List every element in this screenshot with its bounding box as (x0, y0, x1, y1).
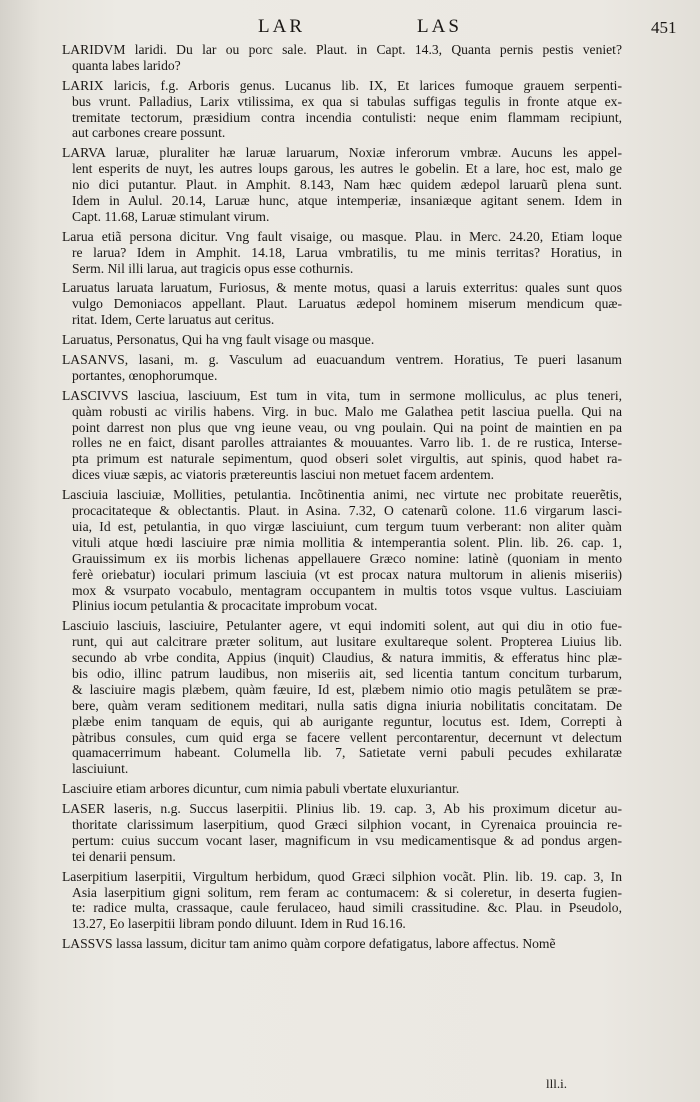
entry-line: uia, Id est, petulantia, in quo virgæ lasciuiunt, cum tergum tuum verberant: non aliter quàm (72, 518, 622, 534)
running-header (0, 16, 700, 40)
dictionary-entry (62, 280, 622, 328)
entry-line: LASANVS, lasani, m. g. Vasculum ad euacuandum ventrem. Horatius, Te pueri lasanum (62, 352, 622, 368)
entry-line: Laruatus laruata laruatum, Furiosus, & mente motus, quasi a laruis exterritus: quales sunt quos (62, 280, 622, 296)
dictionary-entry (62, 869, 622, 933)
entry-line: Asia laserpitium gigni solitum, rem feram ac contumacem: & si coleretur, in deserta fugien- (72, 884, 622, 900)
catchword: lll.i. (546, 1076, 567, 1091)
dictionary-entry (62, 78, 622, 142)
entry-line: bere, quàm veram seditionem meditari, nulla satis digna iniuria nobilitatis concitatam. De (72, 697, 622, 713)
entry-line: re larua? Idem in Amphit. 14.18, Larua vmbratilis, tu me minis territas? Horatius, in (72, 244, 622, 260)
entry-line: Plinius iocum petulantia & procacitate improbum vocat. (72, 598, 378, 614)
entry-line: rolles ne en faict, disant parolles attraiantes & mouuantes. Varro lib. 1. de re rustica, Interse- (72, 435, 622, 451)
entry-line: Capt. 11.68, Laruæ stimulant virum. (72, 208, 270, 224)
entry-line: LASCIVVS lasciua, lasciuum, Est tum in vita, tum in sermone molliculus, ac plus teneri, (62, 387, 622, 403)
entry-line: nio dici putantur. Plaut. in Amphit. 8.143, Nam hæc quidem ædepol laruarũ plena sunt. (72, 177, 622, 193)
dictionary-entry (62, 936, 622, 952)
entry-line: 13.27, Eo laserpitii libram pondo diluunt. Idem in Rud 16.16. (72, 916, 406, 932)
entry-line: Lasciuire etiam arbores dicuntur, cum nimia pabuli vbertate eluxuriantur. (62, 781, 460, 797)
entry-line: Laserpitium laserpitii, Virgultum herbidum, quod Græci silphion vocãt. Plin. lib. 19. cap. 3, In (62, 868, 622, 884)
entry-line: te: radice multa, crassaque, caule ferulaceo, haud simili crassitudine. &c. Plau. in Pseudolo, (72, 900, 622, 916)
header-left-word: LAR (258, 16, 305, 37)
entry-line: aut carbones creare possunt. (72, 125, 226, 141)
entry-line: Grauissimum ex iis morbis lichenas appellauere Græco nomine: latinè (quoniam in mento (72, 550, 622, 566)
entry-line: plæbe enim tanquam de equis, qui ab aurigante reguntur, locutus est. Idem, Correpti à (72, 713, 622, 729)
dictionary-entry (62, 487, 622, 614)
entry-line: Lasciuia lasciuiæ, Mollities, petulantia. Incõtinentia animi, nec virtute nec probitate reuerẽtis, (62, 487, 622, 503)
dictionary-entry (62, 352, 622, 384)
entry-line: ritat. Idem, Certe laruatus aut ceritus. (72, 312, 275, 328)
dictionary-entry (62, 145, 622, 224)
entry-line: Lasciuio lasciuis, lasciuire, Petulanter agere, vt equi indomiti solent, aut qui diu in otio fue- (62, 618, 622, 634)
dictionary-entry (62, 388, 622, 483)
entry-line: LASER laseris, n.g. Succus laserpitii. Plinius lib. 19. cap. 3, Ab his proximum dicetur au- (62, 801, 622, 817)
entry-line: LARIDVM laridi. Du lar ou porc sale. Plaut. in Capt. 14.3, Quanta pernis pestis veniet? (62, 42, 622, 57)
entry-line: LARVA laruæ, pluraliter hæ laruæ laruarum, Noxiæ inferorum vmbræ. Aucuns les appel- (62, 145, 622, 161)
entry-line: quanta labes larido? (72, 57, 181, 73)
page-body (62, 42, 622, 956)
entry-line: secundo ab vrbe condita, Appius (inquit) Claudius, & natura immitis, & efferatus hinc plæ- (72, 650, 622, 666)
entry-line: point darrest non plus que vng ieune veau, ou vng poulain. Qui na point de maintien en pa (72, 419, 622, 435)
entry-line: Idem in Aulul. 20.14, Laruæ hunc, atque intemperiæ, insaniæque agitant senem. Idem in (72, 193, 622, 209)
entry-line: quamacerrimum habeant. Columella lib. 7, Satietate verni pabuli pecudes exhilaratæ (72, 745, 622, 761)
entry-line: pta primum est naturale sepimentum, quod obseri solet virgultis, aut spinis, quod habet ra- (72, 451, 622, 467)
entry-line: thoritate clarissimum laserpitium, quod Græci silphion vocant, in Cyrenaica prouincia re- (72, 816, 622, 832)
page-number: 451 (651, 18, 677, 37)
dictionary-entry (62, 42, 622, 74)
entry-line: Larua etiã persona dicitur. Vng fault visaige, ou masque. Plau. in Merc. 24.20, Etiam loque (62, 228, 622, 244)
entry-line: bis odio, illinc patrum laudibus, non miseriis ait, sed licentia tantum concitum turbarum, (72, 665, 622, 681)
entry-line: tremitate tectorum, præsidium contra incendia contulisti: neque enim flammam recipiunt, (72, 109, 622, 125)
entry-line: lasciuiunt. (72, 761, 129, 777)
entry-line: ferè oriebatur) ioculari primum lasciuia (vt est procax natura multorum in alienis miseriis) (72, 566, 622, 582)
entry-line: tei denarii pensum. (72, 848, 176, 864)
entry-line: LARIX laricis, f.g. Arboris genus. Lucanus lib. IX, Et larices fumoque grauem serpenti- (62, 77, 622, 93)
entry-line: Serm. Nil illi larua, aut tragicis opus esse cothurnis. (72, 260, 354, 276)
entry-line: bus vrunt. Palladius, Larix vtilissima, ex qua si tabulas suffigas tegulis in fronte atque ex- (72, 93, 622, 109)
entry-line: dices viuæ sæpis, ac viatoris prætereuntis lasciui non metuet facem ardentem. (72, 467, 495, 483)
entry-line: portantes, œnophorumque. (72, 367, 218, 383)
entry-line: procacitateque & oblectantis. Plaut. in Asina. 7.32, O catenarũ colone. 11.6 virgarum lasci- (72, 503, 622, 519)
dictionary-entry (62, 801, 622, 865)
dictionary-entry (62, 618, 622, 777)
dictionary-entry (62, 332, 622, 348)
entry-line: runt, qui aut calcitrare præter solitum, aut lusitare exultareque solent. Propterea Liuius lib. (72, 634, 622, 650)
entry-line: vituli atque hœdi lasciuire præ nimia mollitia & intemperantia solent. Plin. lib. 26. cap. 1, (72, 534, 622, 550)
entry-line: LASSVS lassa lassum, dicitur tam animo quàm corpore defatigatus, labore affectus. Nomẽ (62, 936, 556, 952)
header-right-word: LAS (417, 16, 462, 37)
entry-line: pàtribus consules, cum quid erga se facere vellent percontarentur, decernunt vt delectum (72, 729, 622, 745)
entry-line: quàm robusti ac virilis habens. Virg. in buc. Malo me Galathea petit lasciua puella. Qui na (72, 403, 622, 419)
entry-line: vulgo Demoniacos appellant. Plaut. Laruatus ædepol hominem miserum mendicum quæ- (72, 296, 622, 312)
entry-line: pertum: cuius succum vocant laser, magnificum in vsu medicamentisque & ad pondus argen- (72, 832, 622, 848)
entry-line: lent esperits de nuyt, les autres loups garous, les autres le gobelin. Et a lare, hoc est, malo ge (72, 161, 622, 177)
entry-line: Laruatus, Personatus, Qui ha vng fault visage ou masque. (62, 332, 375, 348)
dictionary-entry (62, 229, 622, 277)
dictionary-entry (62, 781, 622, 797)
entry-line: mox & vsurpato vocabulo, mentagram occupantem in multis totos vsque vultus. Lasciuiam (72, 582, 622, 598)
entry-line: & lasciuire magis plæbem, quàm fæuire, Id est, plæbem nimio otio magis petulãtem se præ- (72, 681, 622, 697)
